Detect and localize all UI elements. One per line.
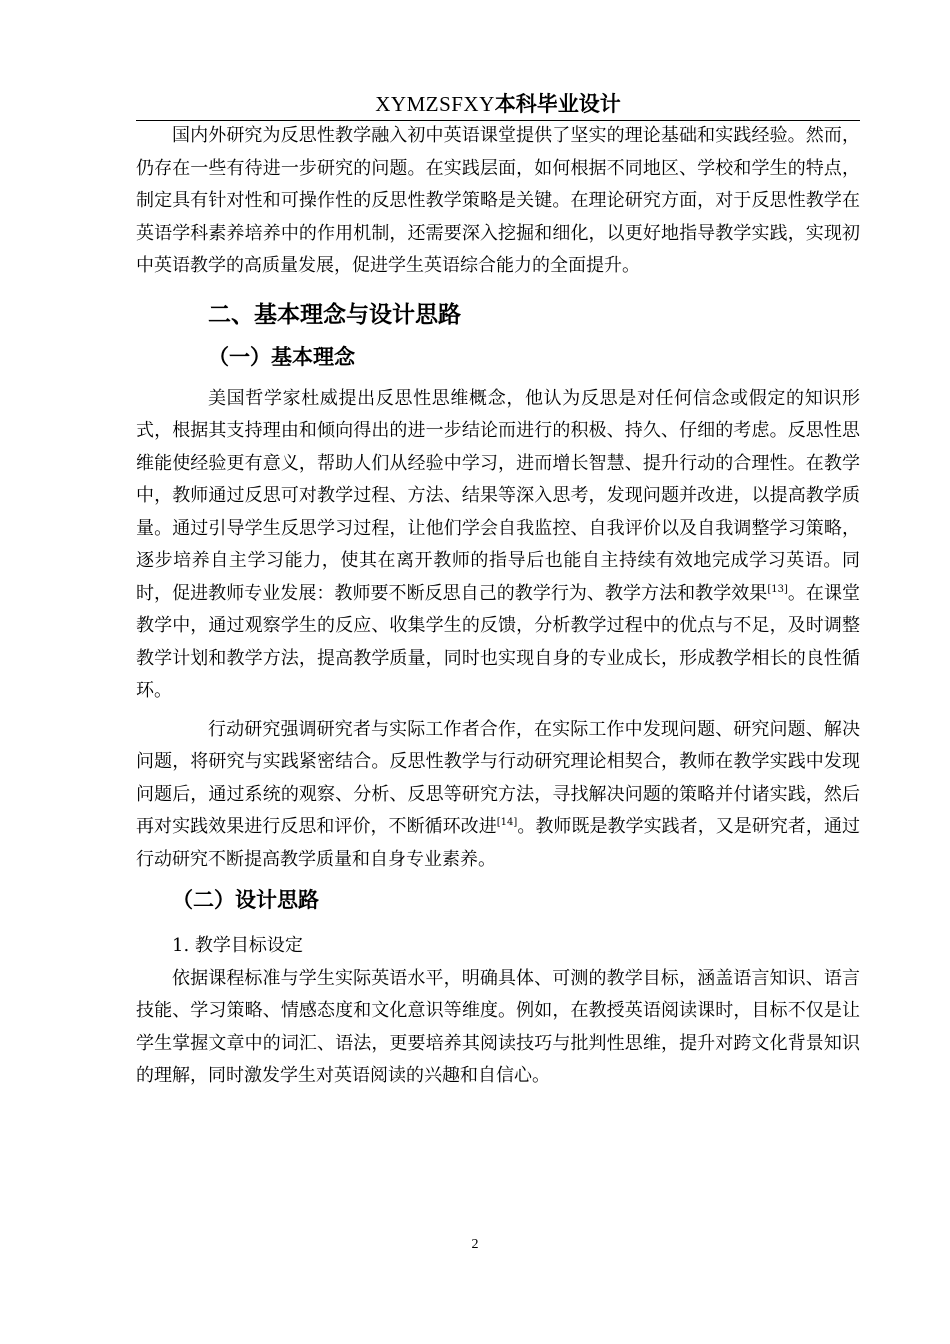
page-header	[136, 88, 860, 121]
header-title: 本科毕业设计	[494, 92, 621, 116]
citation-13: [13]	[767, 583, 788, 595]
citation-14: [14]	[496, 817, 518, 828]
page-number: 2	[471, 1237, 479, 1252]
paragraph-text: 美国哲学家杜威提出反思性思维概念，他认为反思是对任何信念或假定的知识形式，根据其支持理由和倾向得出的进一步结论而进行的积极、持久、仔细的考虑。反思性思维能使经验更有意义，帮助人们从经验中学习，进而增长智慧、提升行动的合理性。在教学中，教师通过反思可对教学过程、方法、结果等深入思考，发现问题并改进，以提高教学质量。通过引导学生反思学习过程，让他们学会自我监控、自我评价以及自我调整学习策略，逐步培养自主学习能力，使其在离开教师的指导后也能自主持续有效地完成学习英语。同时，促进教师专业发展：教师要不断反思自己的教学行为、教学方法和教学效果	[136, 387, 860, 604]
header-code: XYMZSFXY	[375, 92, 495, 116]
subsection-heading-design-ideas: （二）设计思路	[172, 888, 319, 912]
page-body	[136, 120, 860, 1093]
paragraph-text: 行动研究强调研究者与实际工作者合作，在实际工作中发现问题、研究问题、解决问题，将研究与实践紧密结合。反思性教学与行动研究理论相契合，教师在教学实践中发现问题后，通过系统的观察、分析、反思等研究方法，寻找解决问题的策略并付诸实践，然后再对实践效果进行反思和评价，不断循环改进	[136, 718, 860, 837]
subsection-heading-basic-concepts: （一）基本理念	[208, 344, 355, 369]
section-heading: 二、基本理念与设计思路	[208, 301, 461, 328]
paragraph-dewey-reflection	[136, 383, 860, 708]
list-item-teaching-goals: 1. 教学目标设定	[172, 935, 303, 956]
paragraph-text: 。在课堂教学中，通过观察学生的反应、收集学生的反馈，分析教学过程中的优点与不足，及时调整教学计划和教学方法，提高教学质量，同时也实现自身的专业成长，形成教学相长的良性循环。	[136, 582, 861, 701]
paragraph-action-research	[136, 714, 860, 877]
paragraph-research-summary: 国内外研究为反思性教学融入初中英语课堂提供了坚实的理论基础和实践经验。然而，仍存在一些有待进一步研究的问题。在实践层面，如何根据不同地区、学校和学生的特点，制定具有针对性和可操作性的反思性教学策略是关键。在理论研究方面，对于反思性教学在英语学科素养培养中的作用机制，还需要深入挖掘和细化，以更好地指导教学实践，实现初中英语教学的高质量发展，促进学生英语综合能力的全面提升。	[136, 125, 860, 276]
paragraph-text: 。教师既是教学实践者，又是研究者，通过行动研究不断提高教学质量和自身专业素养。	[136, 816, 861, 870]
paragraph-teaching-goals: 依据课程标准与学生实际英语水平，明确具体、可测的教学目标，涵盖语言知识、语言技能、学习策略、情感态度和文化意识等维度。例如，在教授英语阅读课时，目标不仅是让学生掌握文章中的词汇、语法，更要培养其阅读技巧与批判性思维，提升对跨文化背景知识的理解，同时激发学生对英语阅读的兴趣和自信心。	[136, 967, 860, 1086]
